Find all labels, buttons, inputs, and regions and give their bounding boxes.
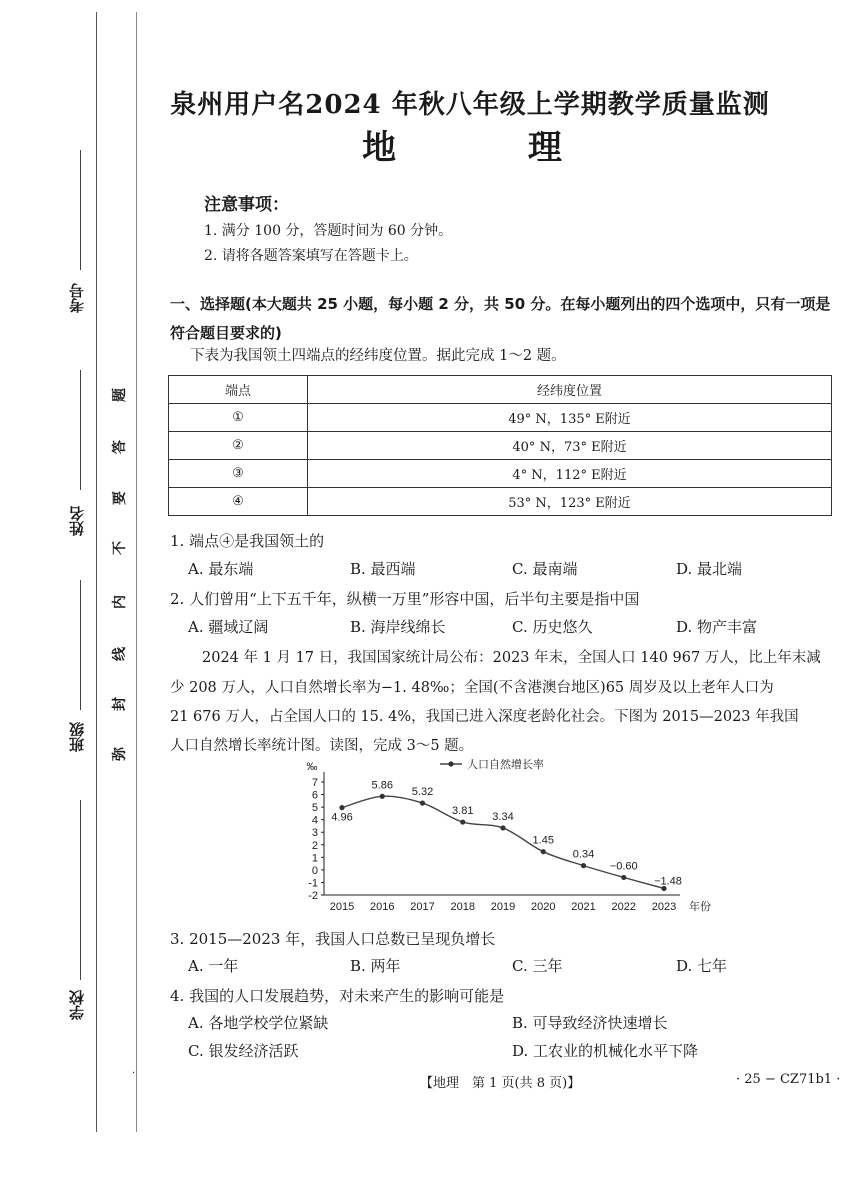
- data-point: [581, 863, 586, 868]
- table-row: [169, 488, 832, 516]
- exam-title: 泉州用户名2024 年秋八年级上学期教学质量监测: [170, 90, 770, 120]
- x-tick-label: 2017: [410, 901, 435, 913]
- x-tick-label: 2023: [651, 901, 677, 913]
- x-tick-label: 2015: [329, 901, 355, 913]
- table-cell: ②: [169, 432, 308, 460]
- table-header-cell: 经纬度位置: [308, 376, 832, 404]
- data-point: [339, 805, 344, 810]
- data-point: [380, 794, 385, 799]
- question-1-stem: 1. 端点④是我国领土的: [170, 532, 325, 550]
- seal-char: 要: [112, 491, 128, 505]
- y-tick-label: 4: [311, 814, 318, 827]
- y-tick-label: 6: [311, 789, 318, 802]
- table-cell: 40° N，73° E附近: [308, 432, 832, 460]
- question-4-stem: 4. 我国的人口发展趋势，对未来产生的影响可能是: [170, 987, 505, 1005]
- y-tick-label: 0: [311, 864, 318, 877]
- margin-dot: ·: [132, 1068, 136, 1079]
- table-intro: 下表为我国领土四端点的经纬度位置。据此完成 1～2 题。: [190, 348, 566, 364]
- table-cell: 49° N，135° E附近: [308, 404, 832, 432]
- notice-heading: 注意事项：: [204, 195, 289, 215]
- seal-char: 弥: [112, 747, 128, 761]
- question-4-option-a[interactable]: A. 各地学校学位紧缺: [188, 1014, 329, 1032]
- name-blank: [80, 370, 81, 490]
- table-cell: ③: [169, 460, 308, 488]
- passage-line: 2024 年 1 月 17 日，我国国家统计局公布：2023 年末，全国人口 140 967 万人，比上年末减: [202, 650, 821, 666]
- question-2-option-b[interactable]: B. 海岸线绵长: [350, 618, 446, 636]
- data-label: 5.32: [411, 786, 434, 799]
- school-blank: [80, 800, 81, 980]
- seal-char: 封: [112, 697, 128, 711]
- seal-char: 题: [112, 388, 128, 402]
- chart-svg: [290, 754, 720, 924]
- seal-char: 答: [112, 440, 128, 454]
- data-point: [621, 875, 626, 880]
- x-tick-label: 2018: [450, 901, 475, 913]
- data-point: [460, 819, 465, 824]
- y-axis-unit: ‰: [306, 761, 318, 773]
- y-tick-label: -1: [308, 877, 318, 890]
- question-2-option-a[interactable]: A. 疆域辽阔: [188, 618, 269, 636]
- seal-char: 内: [112, 595, 128, 609]
- data-label: 0.34: [572, 848, 595, 861]
- question-2-option-c[interactable]: C. 历史悠久: [512, 618, 593, 636]
- legend-marker: [448, 761, 453, 766]
- x-tick-label: 2019: [490, 901, 516, 913]
- question-4-option-c[interactable]: C. 银发经济活跃: [188, 1042, 299, 1060]
- x-tick-label: 2016: [370, 901, 395, 913]
- seal-char: 线: [112, 647, 128, 661]
- x-tick-label: 2022: [611, 901, 636, 913]
- class-blank: [80, 580, 81, 710]
- y-tick-label: 5: [311, 802, 318, 815]
- question-3-option-d[interactable]: D. 七年: [676, 957, 728, 975]
- table-cell: ④: [169, 488, 308, 516]
- y-tick-label: 3: [311, 827, 318, 840]
- data-label: 3.81: [452, 805, 474, 818]
- question-4-option-d[interactable]: D. 工农业的机械化水平下降: [512, 1042, 699, 1060]
- table-row: [169, 460, 832, 488]
- y-tick-label: 2: [311, 839, 318, 852]
- data-label: 1.45: [532, 834, 554, 847]
- x-tick-label: 2020: [531, 901, 556, 913]
- table-cell: ①: [169, 404, 308, 432]
- data-label: −0.60: [609, 860, 638, 873]
- notice-item: 2. 请将各题答案填写在答题卡上。: [204, 248, 418, 264]
- passage-line: 少 208 万人，人口自然增长率为−1. 48‰；全国(不含港澳台地区)65 周岁及以上老年人口为: [170, 680, 774, 696]
- x-tick-label: 2021: [571, 901, 596, 913]
- y-tick-label: 1: [311, 852, 318, 865]
- question-2-stem: 2. 人们曾用“上下五千年，纵横一万里”形容中国，后半句主要是指中国: [170, 590, 640, 608]
- binding-border-inner: [136, 12, 137, 1132]
- question-3-option-c[interactable]: C. 三年: [512, 957, 563, 975]
- question-3-option-a[interactable]: A. 一年: [188, 957, 239, 975]
- passage-line: 人口自然增长率统计图。读图，完成 3～5 题。: [170, 738, 474, 754]
- question-3-option-b[interactable]: B. 两年: [350, 957, 401, 975]
- question-1-option-d[interactable]: D. 最北端: [676, 560, 743, 578]
- table-row: [169, 432, 832, 460]
- subject-title: 地 理: [362, 128, 622, 168]
- data-label: −1.48: [654, 875, 682, 888]
- class-label: 班级: [68, 722, 86, 752]
- table-cell: 53° N，123° E附近: [308, 488, 832, 516]
- coordinates-table: [168, 375, 832, 516]
- notice-item: 1. 满分 100 分，答题时间为 60 分钟。: [204, 223, 453, 239]
- school-label: 学校: [68, 990, 86, 1020]
- data-label: 4.96: [331, 811, 353, 824]
- legend-label: 人口自然增长率: [467, 758, 544, 771]
- growth-rate-chart: [290, 754, 720, 924]
- section-heading: 一、选择题(本大题共 25 小题，每小题 2 分，共 50 分。在每小题列出的四个选项中，只有一项是符合题目要求的): [170, 295, 831, 342]
- data-point: [420, 800, 425, 805]
- paper-code: · 25 − CZ71b1 ·: [736, 1072, 841, 1087]
- table-row: [169, 404, 832, 432]
- data-label: 5.86: [371, 779, 393, 792]
- table-header-row: [169, 376, 832, 404]
- data-point: [541, 849, 546, 854]
- question-3-stem: 3. 2015—2023 年，我国人口总数已呈现负增长: [170, 930, 496, 948]
- question-4-option-b[interactable]: B. 可导致经济快速增长: [512, 1014, 668, 1032]
- page-footer: 【地理 第 1 页(共 8 页)】: [420, 1076, 581, 1091]
- question-1-option-b[interactable]: B. 最西端: [350, 560, 416, 578]
- table-header-cell: 端点: [169, 376, 308, 404]
- data-label: 3.34: [492, 810, 514, 823]
- passage-line: 21 676 万人，占全国人口的 15. 4%，我国已进入深度老龄化社会。下图为 2015—2023 年我国: [170, 709, 799, 725]
- seal-char: 不: [112, 541, 128, 555]
- question-1-option-c[interactable]: C. 最南端: [512, 560, 578, 578]
- question-1-option-a[interactable]: A. 最东端: [188, 560, 254, 578]
- name-label: 姓名: [68, 506, 86, 536]
- x-axis-label: 年份: [689, 901, 711, 913]
- table-cell: 4° N，112° E附近: [308, 460, 832, 488]
- data-point: [500, 825, 505, 830]
- question-2-option-d[interactable]: D. 物产丰富: [676, 618, 758, 636]
- binding-border-outer: [96, 12, 97, 1132]
- y-tick-label: -2: [308, 890, 318, 902]
- y-tick-label: 7: [311, 777, 318, 789]
- exam-number-label: 考号: [68, 283, 86, 313]
